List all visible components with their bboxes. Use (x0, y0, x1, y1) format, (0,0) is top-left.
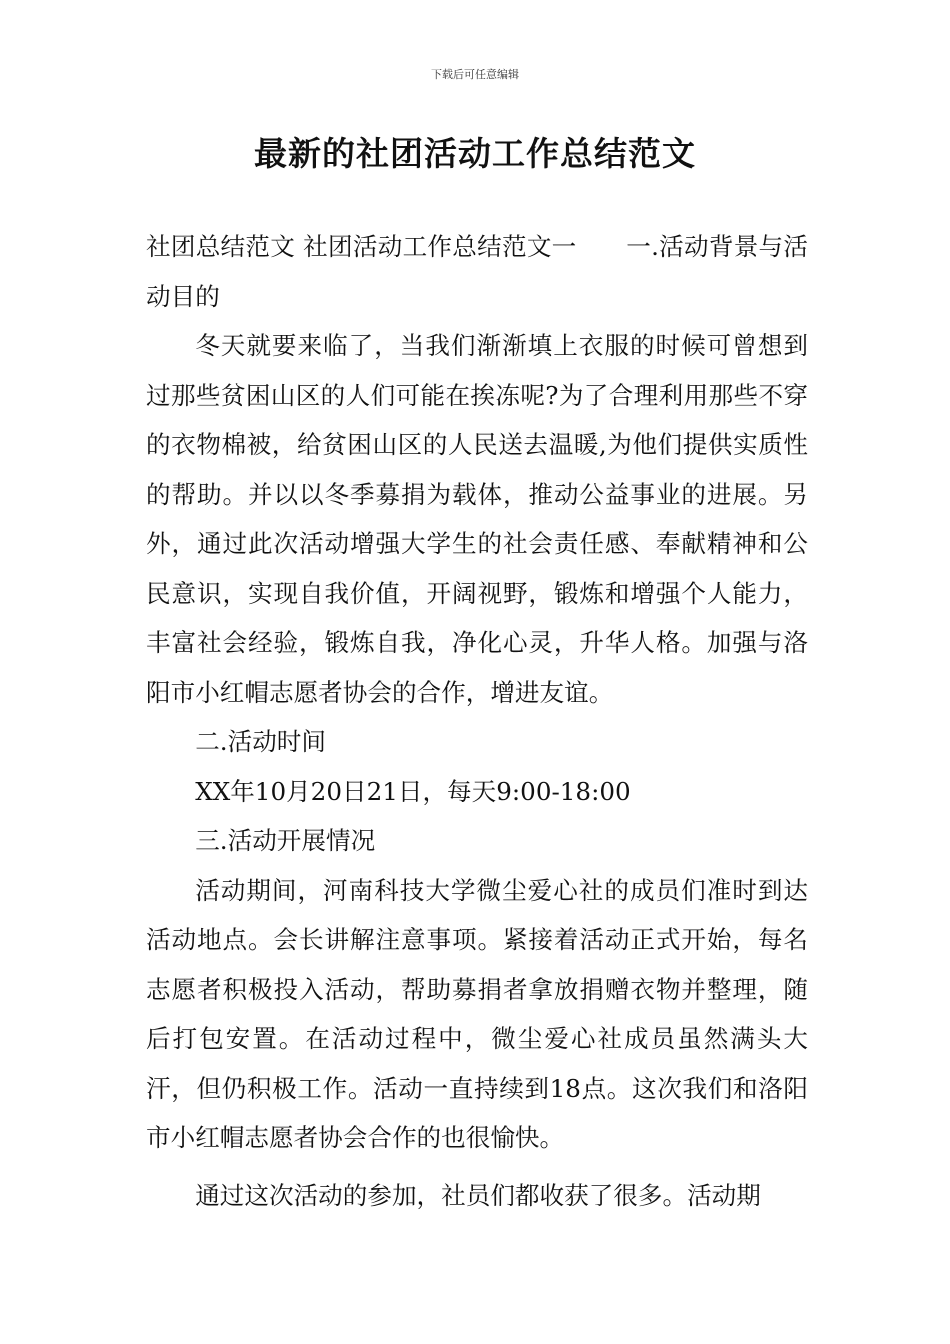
paragraph-reflection: 通过这次活动的参加，社员们都收获了很多。活动期 (195, 1180, 761, 1210)
document-body (146, 222, 808, 1220)
header-note: 下载后可任意编辑 (431, 68, 519, 81)
paragraph-time: XX年10月20日21日，每天9:00-18:00 (195, 776, 631, 806)
section-heading-progress: 三.活动开展情况 (195, 826, 376, 855)
paragraph-progress: 活动期间，河南科技大学微尘爱心社的成员们准时到达活动地点。会长讲解注意事项。紧接着活动正式开始，每名志愿者积极投入活动，帮助募捐者拿放捐赠衣物并整理，随后打包安置。在活动过程中，微尘爱心社成员虽然满头大汗，但仍积极工作。活动一直持续到18点。这次我们和洛阳市小红帽志愿者协会合作的也很愉快。 (146, 875, 808, 1152)
paragraph-intro: 社团总结范文 社团活动工作总结范文一 一.活动背景与活动目的 (146, 232, 808, 311)
paragraph-background: 冬天就要来临了，当我们渐渐填上衣服的时候可曾想到过那些贫困山区的人们可能在挨冻呢?为了合理利用那些不穿的衣物棉被，给贫困山区的人民送去温暖,为他们提供实质性的帮助。并以以冬季募捐为载体，推动公益事业的进展。另外，通过此次活动增强大学生的社会责任感、奉献精神和公民意识，实现自我价值，开阔视野，锻炼和增强个人能力，丰富社会经验，锻炼自我，净化心灵，升华人格。加强与洛阳市小红帽志愿者协会的合作，增进友谊。 (146, 331, 808, 707)
section-heading-time: 二.活动时间 (195, 727, 326, 756)
document-title: 最新的社团活动工作总结范文 (254, 134, 696, 173)
